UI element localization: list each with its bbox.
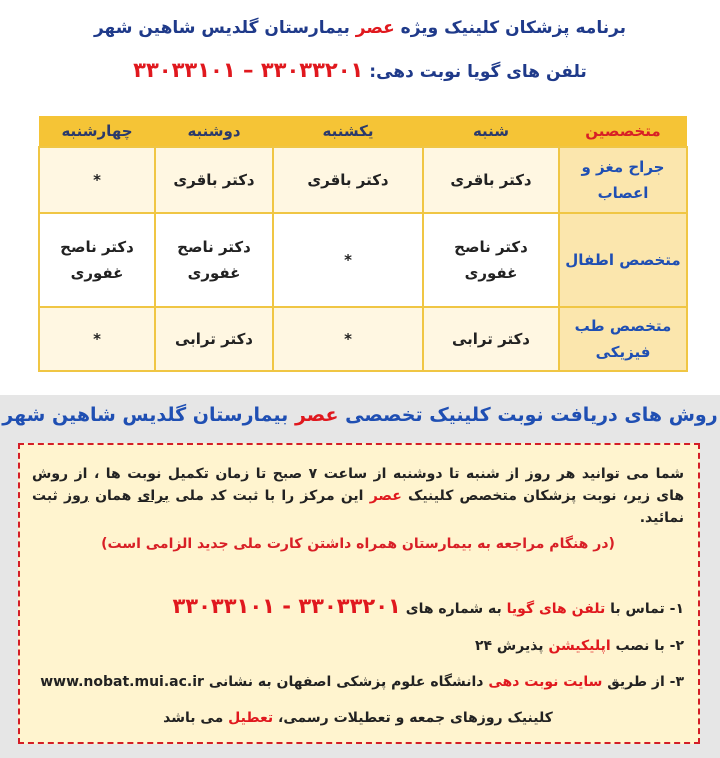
table-cell: دکتر باقری (155, 147, 273, 213)
table-header-row (39, 116, 687, 147)
methods-title (0, 404, 720, 426)
page-title (0, 18, 720, 38)
method-1-text-2: به شماره های (405, 601, 502, 617)
table-cell: * (39, 307, 155, 371)
table-cell: دکتر ترابی (155, 307, 273, 371)
intro-text-4: ثبت نمائید. (32, 488, 684, 526)
closing-text-2: می باشد (163, 710, 224, 726)
method-2-text: ۲- با نصب (615, 638, 684, 654)
table-row (39, 213, 687, 307)
method-1 (32, 595, 684, 620)
method-2-highlight: اپلیکیشن (548, 638, 611, 654)
table-cell: دکتر باقری (273, 147, 423, 213)
header-cell: شنبه (423, 116, 559, 147)
nobat-site-link[interactable]: www.nobat.mui.ac.ir (40, 674, 204, 690)
phone-line (0, 58, 720, 82)
phone-numbers: ۳۳۰۳۳۲۰۱ – ۳۳۰۳۳۱۰۱ (133, 58, 364, 82)
method-3-text: ۳- از طریق (607, 674, 684, 690)
specialty-cell: متخصص اطفال (559, 213, 687, 307)
table-cell: دکتر ناصح غفوری (39, 213, 155, 307)
intro-text-2: این مرکز را با ثبت کد ملی (175, 488, 364, 504)
closing-highlight: تعطیل (228, 710, 274, 726)
table-row (39, 147, 687, 213)
header-cell: دوشنبه (155, 116, 273, 147)
table-cell: دکتر باقری (423, 147, 559, 213)
closing-text: کلینیک روزهای جمعه و تعطیلات رسمی، (278, 710, 553, 726)
header-cell: متخصصین (559, 116, 687, 147)
table-cell: * (273, 307, 423, 371)
header-cell: یکشنبه (273, 116, 423, 147)
title-prefix: برنامه پزشکان کلینیک ویژه (400, 18, 627, 38)
table-cell: دکتر ناصح غفوری (155, 213, 273, 307)
methods-box (18, 443, 700, 744)
method-2-text-2: پذیرش ۲۴ (474, 638, 544, 654)
intro-underlined-2: روز (64, 488, 89, 504)
methods-title-brand: عصر (294, 404, 339, 426)
methods-title-prefix: روش های دریافت نوبت کلینیک تخصصی (345, 404, 718, 426)
title-suffix: بیمارستان گلدیس شاهین شهر (93, 18, 350, 38)
method-1-text: ۱- تماس با (610, 601, 684, 617)
method-3-text-2: دانشگاه علوم پزشکی اصفهان به نشانی (208, 674, 484, 690)
notice: (در هنگام مراجعه به بیمارستان همراه داشتن کارت ملی جدید الزامی است) (101, 536, 615, 552)
method-1-highlight: تلفن های گویا (506, 601, 606, 617)
header-cell: چهارشنبه (39, 116, 155, 147)
methods-title-suffix: بیمارستان گلدیس شاهین شهر (2, 404, 289, 426)
intro-text: شما می توانید هر روز از شنبه تا دوشنبه از ساعت ۷ صبح تا زمان تکمیل نوبت ها ، از روش های زیر، نوبت پزشکان متخصص کلینیک (32, 466, 685, 504)
table-cell: دکتر ترابی (423, 307, 559, 371)
closing-note (32, 707, 684, 729)
specialty-cell: متخصص طب فیزیکی (559, 307, 687, 371)
table-cell: دکتر ناصح غفوری (423, 213, 559, 307)
title-brand: عصر (355, 18, 395, 38)
table-cell: * (39, 147, 155, 213)
specialty-cell: جراح مغز و اعصاب (559, 147, 687, 213)
table-row (39, 307, 687, 371)
method-3 (32, 671, 684, 693)
intro-brand: عصر (369, 488, 402, 504)
method-1-phones: ۳۳۰۳۳۲۰۱ - ۳۳۰۳۳۱۰۱ (172, 594, 401, 618)
method-2 (32, 635, 684, 657)
intro-underlined: برای (137, 488, 170, 504)
intro-paragraph (32, 463, 684, 529)
phone-label: تلفن های گویا نوبت دهی: (369, 62, 587, 82)
method-3-highlight: سایت نوبت دهی (488, 674, 603, 690)
table-cell: * (273, 213, 423, 307)
intro-text-3: همان (95, 488, 132, 504)
schedule-table (38, 116, 688, 372)
